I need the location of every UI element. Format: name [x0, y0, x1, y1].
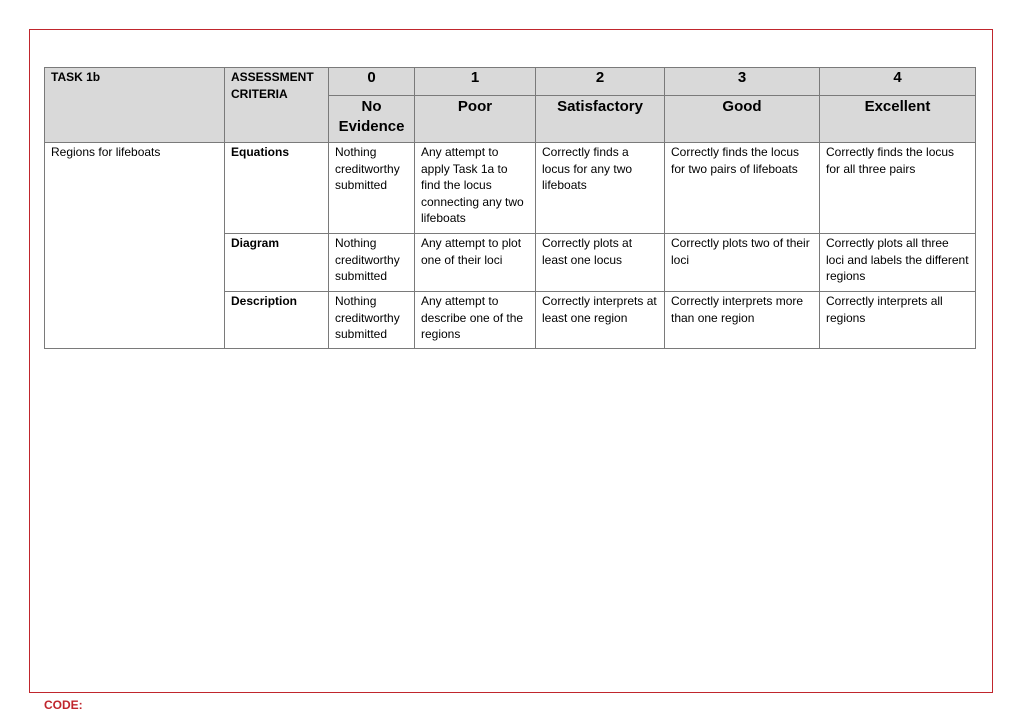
score-4: 4 — [820, 68, 976, 96]
table-cell: Correctly interprets all regions — [820, 292, 976, 349]
region-name: Regions for lifeboats — [45, 143, 225, 349]
table-cell: Nothing creditworthy submitted — [329, 143, 415, 234]
table-cell: Correctly interprets at least one region — [536, 292, 665, 349]
table-row — [45, 143, 976, 234]
task-title: TASK 1b — [45, 68, 225, 143]
table-cell: Correctly finds a locus for any two lifeboats — [536, 143, 665, 234]
criterion-equations: Equations — [225, 143, 329, 234]
score-3: 3 — [665, 68, 820, 96]
score-2: 2 — [536, 68, 665, 96]
assessment-rubric-table — [44, 67, 976, 349]
table-cell: Any attempt to plot one of their loci — [415, 234, 536, 292]
table-cell: Nothing creditworthy submitted — [329, 234, 415, 292]
criterion-description: Description — [225, 292, 329, 349]
table-cell: Correctly plots all three loci and labels the different regions — [820, 234, 976, 292]
table-cell: Correctly finds the locus for all three pairs — [820, 143, 976, 234]
table-cell: Correctly interprets more than one region — [665, 292, 820, 349]
table-cell: Nothing creditworthy submitted — [329, 292, 415, 349]
score-0: 0 — [329, 68, 415, 96]
level-satisfactory: Satisfactory — [536, 96, 665, 143]
level-good: Good — [665, 96, 820, 143]
table-cell: Correctly plots two of their loci — [665, 234, 820, 292]
table-cell: Any attempt to apply Task 1a to find the locus connecting any two lifeboats — [415, 143, 536, 234]
table-cell: Correctly plots at least one locus — [536, 234, 665, 292]
table-cell: Correctly finds the locus for two pairs of lifeboats — [665, 143, 820, 234]
table-cell: Any attempt to describe one of the regions — [415, 292, 536, 349]
level-no-evidence: No Evidence — [329, 96, 415, 143]
code-label: CODE: — [44, 698, 83, 712]
score-header-row — [45, 68, 976, 96]
level-excellent: Excellent — [820, 96, 976, 143]
score-1: 1 — [415, 68, 536, 96]
criterion-diagram: Diagram — [225, 234, 329, 292]
criteria-heading: ASSESSMENT CRITERIA — [225, 68, 329, 143]
level-poor: Poor — [415, 96, 536, 143]
